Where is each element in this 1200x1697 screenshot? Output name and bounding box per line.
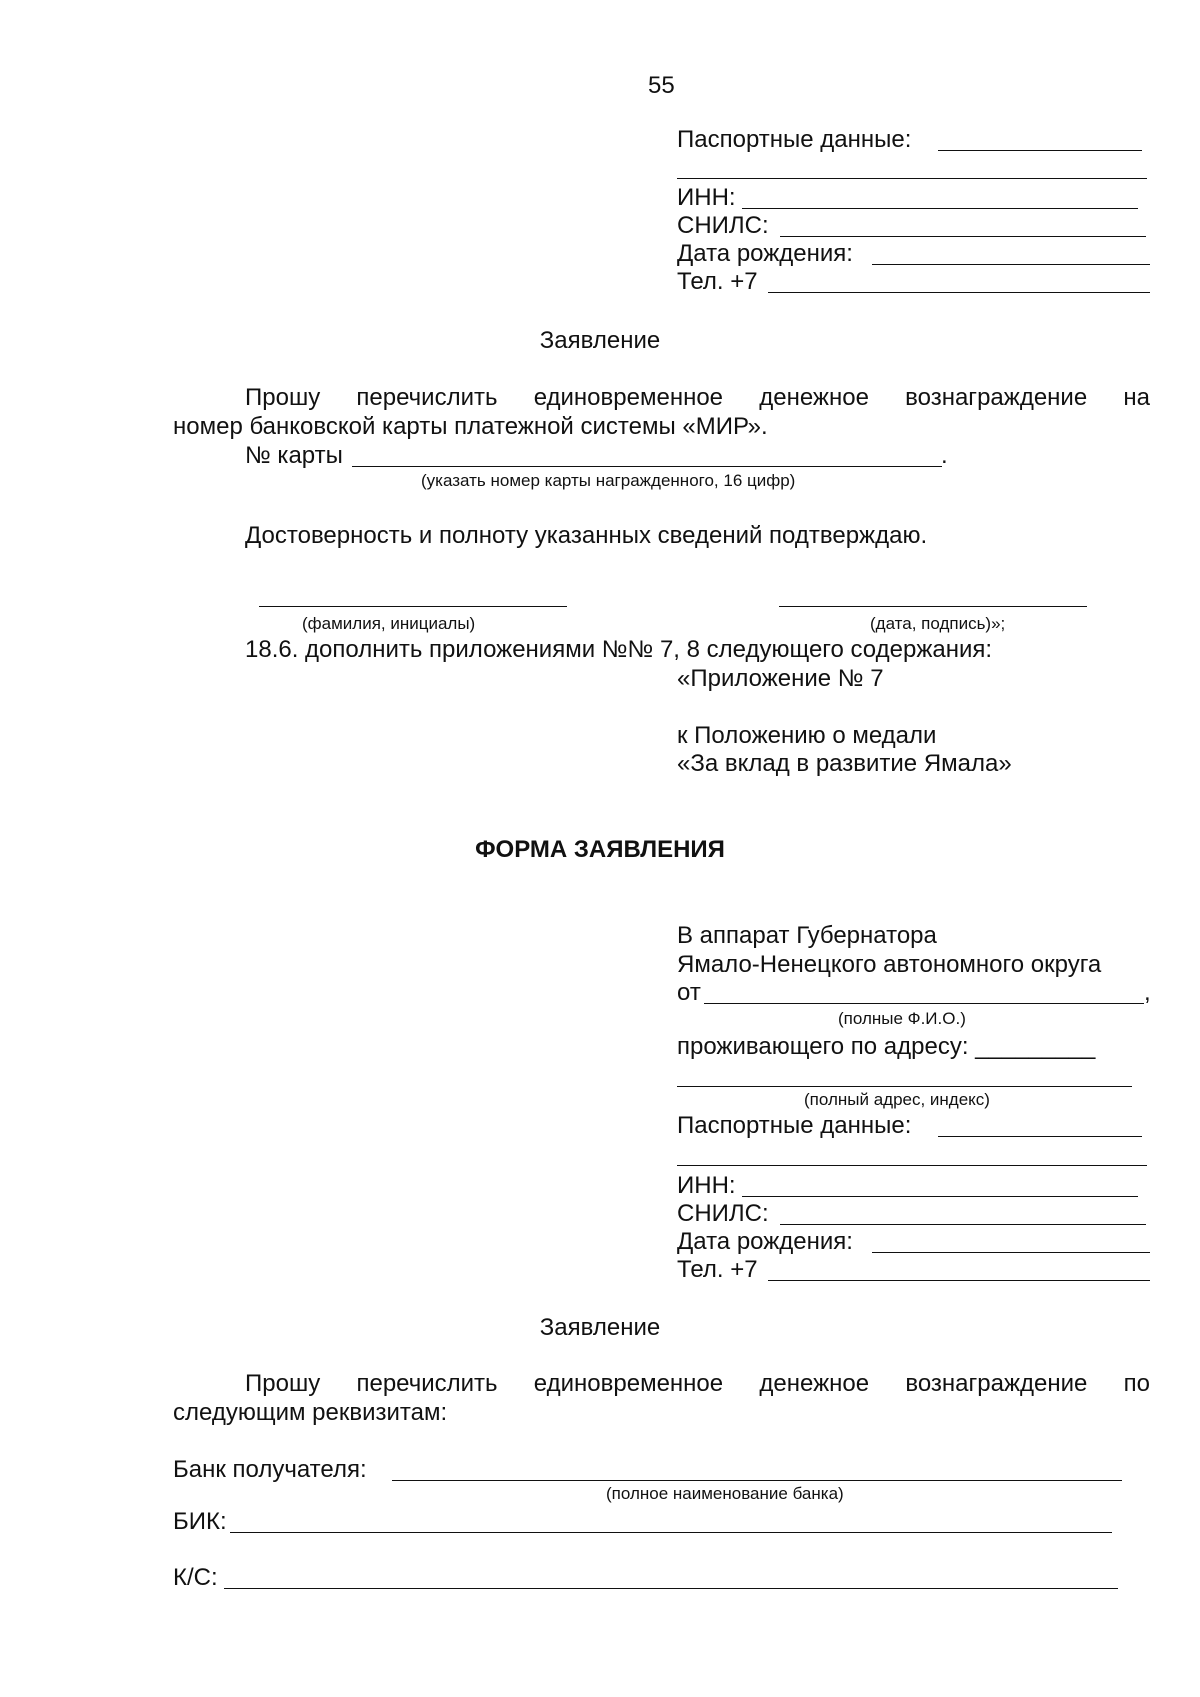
medal-name: «За вклад в развитие Ямала» [677,750,1012,777]
card-hint: (указать номер карты награжденного, 16 цифр) [421,471,796,490]
fio-hint: (полные Ф.И.О.) [838,1009,966,1028]
inn-fill-line [742,188,1138,209]
bank-hint: (полное наименование банка) [606,1484,844,1503]
phone-fill-line [768,272,1150,293]
statement-title: Заявление [539,327,661,354]
address-hint: (полный адрес, индекс) [804,1090,990,1109]
birth-fill-line [872,244,1150,265]
snils-label: СНИЛС: [677,212,769,239]
statement-2-text-line-2: следующим реквизитам: [173,1399,448,1426]
from-label: от [677,979,701,1006]
recipient-line-2: Ямало-Ненецкого автономного округа [677,951,1102,978]
residing-label: проживающего по адресу: _________ [677,1033,1096,1060]
snils-fill-line-2 [780,1204,1146,1225]
date-sign-line [779,586,1087,607]
snils-label-2: СНИЛС: [677,1200,769,1227]
passport-fill-line [938,130,1142,151]
date-sign-hint: (дата, подпись)»; [870,614,1006,633]
snils-fill-line [780,216,1146,237]
bank-label: Банк получателя: [173,1456,367,1483]
from-end: , [1144,979,1151,1006]
passport-fill-line-3 [938,1116,1142,1137]
regulation-ref: к Положению о медали [677,722,937,749]
phone-fill-line-2 [768,1260,1150,1281]
phone-label-2: Тел. +7 [677,1256,758,1283]
statement-text-line-1: Прошу перечислить единовременное денежное вознаграждение на [245,384,1150,411]
card-fill-line [352,446,942,467]
from-fill-line [704,983,1144,1004]
page-number: 55 [648,72,675,99]
statement-2-text-line-1: Прошу перечислить единовременное денежное вознаграждение по [245,1370,1150,1397]
phone-label: Тел. +7 [677,268,758,295]
statement-title-2: Заявление [539,1314,661,1341]
address-fill-line [677,1066,1132,1087]
passport-fill-line-4 [677,1145,1147,1166]
birth-fill-line-2 [872,1232,1150,1253]
inn-label-2: ИНН: [677,1172,736,1199]
bank-fill-line [392,1460,1122,1481]
birth-label: Дата рождения: [677,240,853,267]
bik-fill-line [230,1512,1112,1533]
form-title: ФОРМА ЗАЯВЛЕНИЯ [475,836,725,863]
card-end: . [941,442,948,469]
surname-hint: (фамилия, инициалы) [302,614,476,633]
passport-label-2: Паспортные данные: [677,1112,912,1139]
passport-label: Паспортные данные: [677,126,912,153]
recipient-line-1: В аппарат Губернатора [677,922,937,949]
amendment-text: 18.6. дополнить приложениями №№ 7, 8 следующего содержания: [245,636,993,663]
passport-fill-line-2 [677,158,1147,179]
birth-label-2: Дата рождения: [677,1228,853,1255]
ks-fill-line [224,1568,1118,1589]
bik-label: БИК: [173,1508,227,1535]
confirm-text: Достоверность и полноту указанных сведений подтверждаю. [245,522,928,549]
surname-sign-line [259,586,567,607]
statement-text-line-2: номер банковской карты платежной системы «МИР». [173,413,768,440]
appendix-heading: «Приложение № 7 [677,665,884,692]
card-label: № карты [245,442,343,469]
inn-label: ИНН: [677,184,736,211]
ks-label: К/С: [173,1564,218,1591]
inn-fill-line-2 [742,1176,1138,1197]
